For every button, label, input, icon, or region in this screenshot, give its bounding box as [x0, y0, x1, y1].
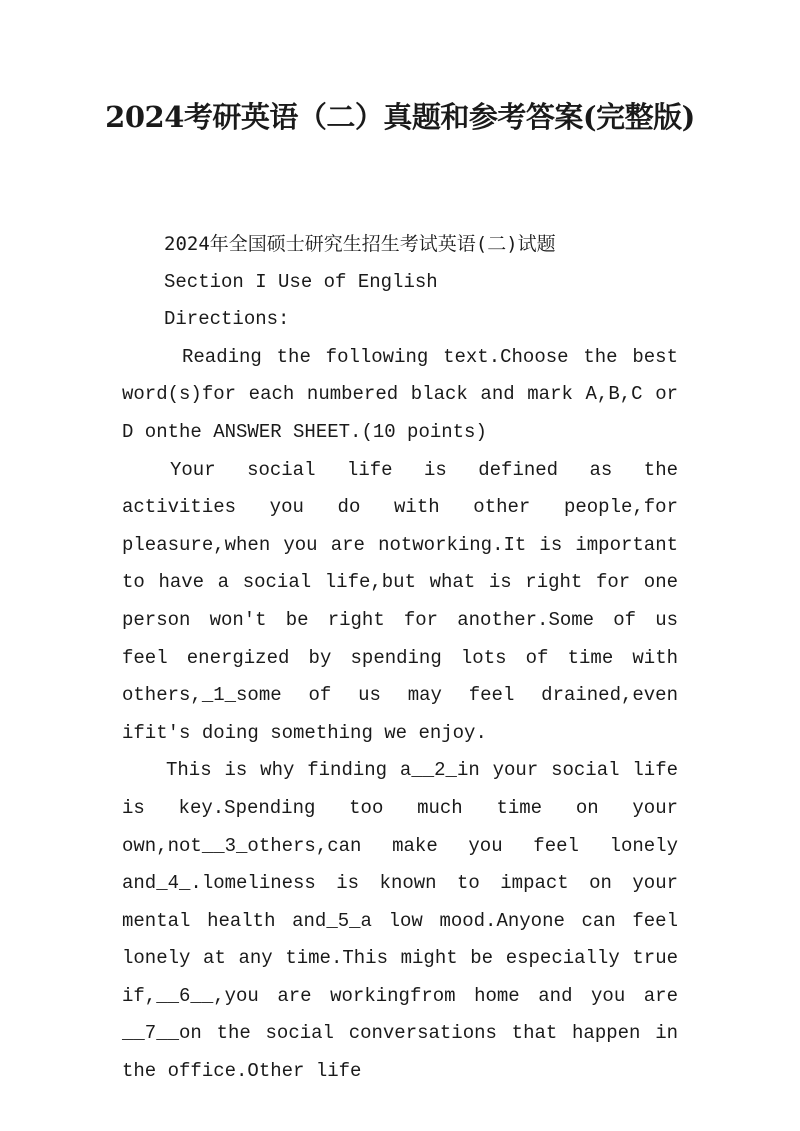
directions-text: Reading the following text.Choose the best word(s)for each numbered black and mark A,B,C or D onthe ANSWER SHEET.(10 points) [122, 345, 678, 443]
document-title: 2024考研英语（二）真题和参考答案(完整版) [105, 100, 695, 134]
document-body [122, 226, 678, 1091]
section-heading: Section I Use of English [164, 270, 438, 293]
directions-label: Directions: [164, 308, 290, 331]
passage-paragraph-2: This is why finding a__2_in your social life is key.Spending too much time on your own,not__3_others,can make you feel lonely and_4_.lomeliness is known to impact on your mental health and_5_a low mood.Anyone can feel lonely at any time.This might be especially true if,__6__,you are workingfrom home and you are __7__on the social conversations that happen in the office.Other life [122, 759, 678, 1083]
passage-paragraph-1: Your social life is defined as the activities you do with other people,for pleasure,when you are notworking.It is important to have a social life,but what is right for one person won't be right for another.Some of us feel energized by spending lots of time with others,_1_some of us may feel drained,even ifit's doing something we enjoy. [122, 458, 678, 744]
exam-heading: 2024年全国硕士研究生招生考试英语(二)试题 [164, 233, 556, 255]
